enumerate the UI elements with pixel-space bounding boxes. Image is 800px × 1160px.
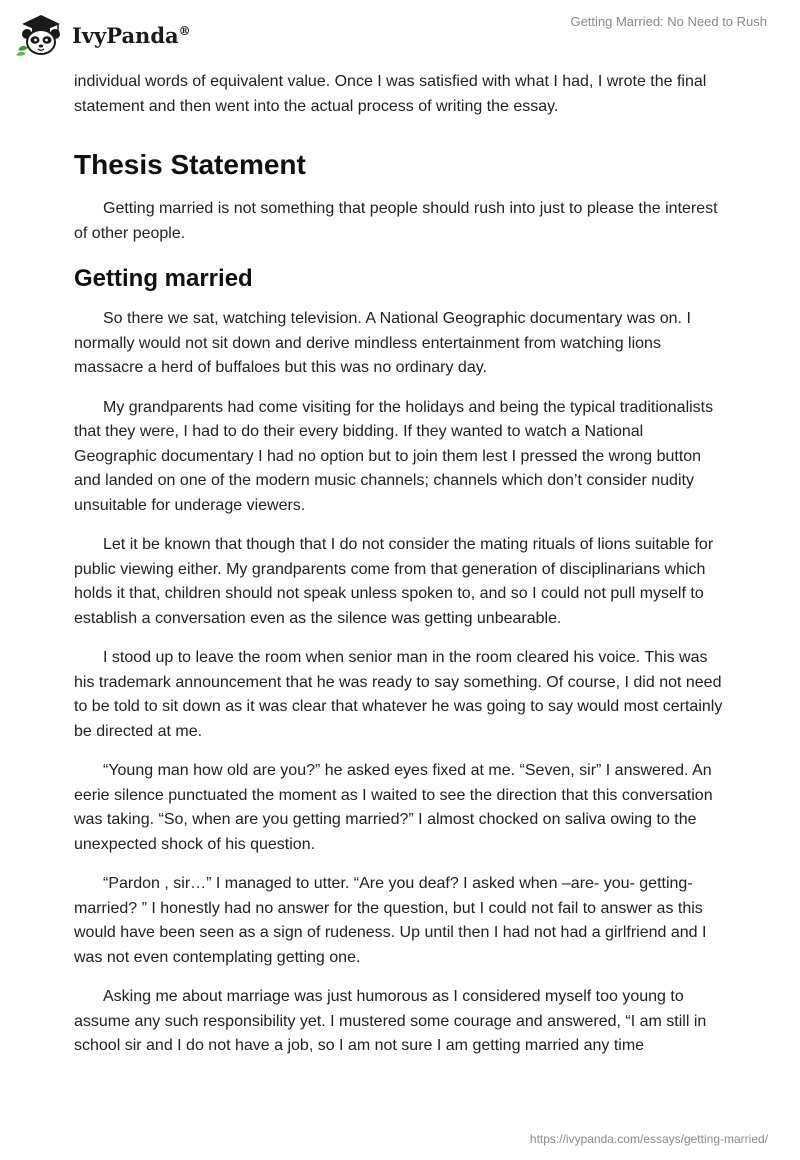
paragraph-intro: individual words of equivalent value. Once I was satisfied with what I had, I wrote the final statement and then went into the actual process of writing the essay.	[74, 73, 707, 115]
panda-graduate-icon	[14, 10, 68, 58]
paragraph-1: So there we sat, watching television. A National Geographic documentary was on. I normally would not sit down and derive mindless entertainment from watching lions massacre a herd of buffaloes but this was no ordinary day.	[74, 310, 691, 376]
paragraph-6: “Pardon , sir…” I managed to utter. “Are you deaf? I asked when –are- you- getting-married? ” I honestly had no answer for the question, but I could not fail to answer as this would have been seen as a sign of rudeness. Up until then I had not had a girlfriend and I was not even contemplating getting one.	[74, 875, 707, 966]
document-title: Getting Married: No Need to Rush	[570, 14, 767, 29]
logo-wordmark: IvyPanda®	[72, 22, 191, 48]
footer-source-url[interactable]: https://ivypanda.com/essays/getting-married/	[529, 1132, 768, 1146]
paragraph-3: Let it be known that though that I do not consider the mating rituals of lions suitable for public viewing either. My grandparents come from that generation of disciplinarians which holds it that, children should not speak unless spoken to, and so I could not pull myself to establish a conversation even as the silence was getting unbearable.	[74, 536, 714, 627]
paragraph-5: “Young man how old are you?” he asked eyes fixed at me. “Seven, sir” I answered. An eerie silence punctuated the moment as I waited to see the direction that this conversation was taking. “So, when are you getting married?” I almost chocked on saliva owing to the unexpected shock of his question.	[74, 762, 713, 853]
ivypanda-logo[interactable]	[14, 10, 191, 58]
essay-content	[74, 70, 726, 1074]
page-header	[0, 0, 800, 66]
heading-thesis-statement: Thesis Statement	[74, 149, 306, 180]
heading-getting-married: Getting married	[74, 265, 253, 292]
paragraph-thesis: Getting married is not something that people should rush into just to please the interest of other people.	[74, 200, 718, 242]
paragraph-2: My grandparents had come visiting for the holidays and being the typical traditionalists that they were, I had to do their every bidding. If they wanted to watch a National Geographic documentary I had no option but to join them lest I pressed the wrong button and landed on one of the modern music channels; channels which don’t consider nudity unsuitable for underage viewers.	[74, 398, 714, 514]
paragraph-7: Asking me about marriage was just humorous as I considered myself too young to assume any such responsibility yet. I mustered some courage and answered, “I am still in school sir and I do not have a job, so I am not sure I am getting married any time	[74, 988, 707, 1054]
paragraph-4: I stood up to leave the room when senior man in the room cleared his voice. This was his trademark announcement that he was ready to say something. Of course, I did not need to be told to sit down as it was clear that whatever he was going to say would most certainly be directed at me.	[74, 649, 723, 740]
